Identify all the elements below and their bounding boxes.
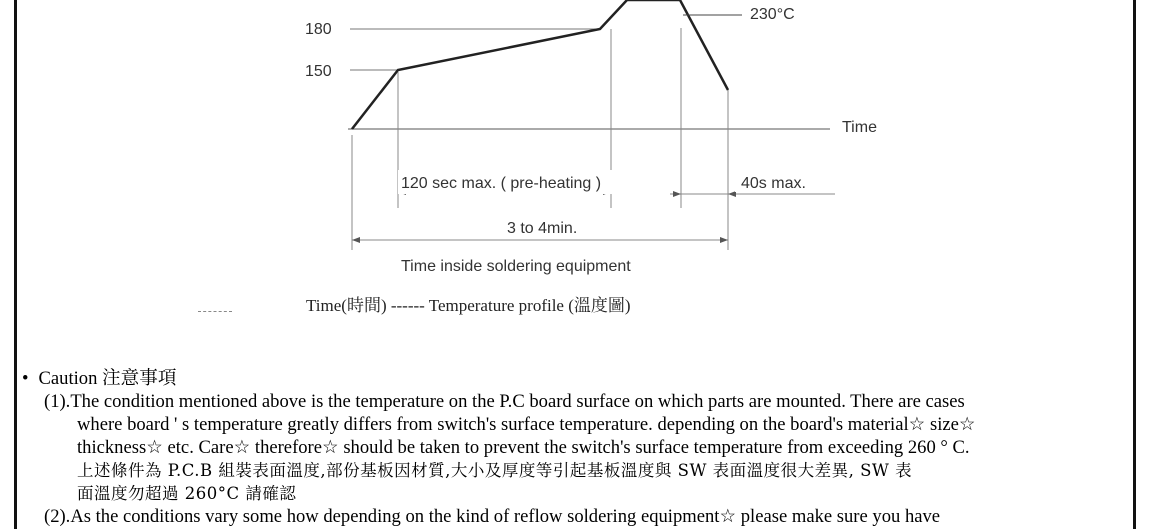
peak-duration-label: 40s max. [741, 175, 806, 192]
total-arrow-left [352, 237, 360, 243]
caution-item-1-line-3: thickness☆ etc. Care☆ therefore☆ should be taken to prevent the switch's surface temperature from exceeding 260 ° C. [77, 437, 970, 458]
caution-item-1-chinese-line-2: 面溫度勿超過 260°C 請確認 [77, 484, 297, 503]
caution-item-1-line-1: (1).The condition mentioned above is the temperature on the P.C board surface on which parts are mounted. There are cases [44, 391, 965, 412]
y-tick-label-180: 180 [305, 21, 332, 38]
total-arrow-right [720, 237, 728, 243]
peak-temperature-label: 230°C [750, 6, 795, 23]
caution-item-2-line-1: (2).As the conditions vary some how depending on the kind of reflow soldering equipment☆ please make sure you have [44, 506, 941, 527]
peak-duration-arrow-left [673, 191, 681, 197]
caution-item-1-line-2: where board ' s temperature greatly differs from switch's surface temperature. depending on the board's material☆ size☆ [77, 414, 976, 435]
x-axis-label: Time [842, 119, 877, 136]
chart-caption: Time(時間) ------ Temperature profile (溫度圖) [306, 296, 631, 315]
decorative-dash-mark [198, 311, 232, 314]
inside-equipment-label: Time inside soldering equipment [401, 258, 631, 275]
y-tick-label-150: 150 [305, 63, 332, 80]
caution-heading-row [22, 367, 1117, 390]
caution-section [22, 367, 1117, 528]
preheat-label: 120 sec max. ( pre-heating ) [401, 175, 602, 192]
caution-item-1-chinese-line-1: 上述條件為 P.C.B 組裝表面溫度,部份基板因材質,大小及厚度等引起基板溫度與 SW 表面溫度很大差異, SW 表 [77, 461, 913, 480]
total-duration-label: 3 to 4min. [507, 220, 578, 237]
temperature-profile-line [352, 0, 728, 129]
peak-duration-arrow-right [728, 191, 736, 197]
bullet-icon: • [22, 368, 29, 389]
caution-heading: Caution 注意事項 [38, 368, 177, 389]
